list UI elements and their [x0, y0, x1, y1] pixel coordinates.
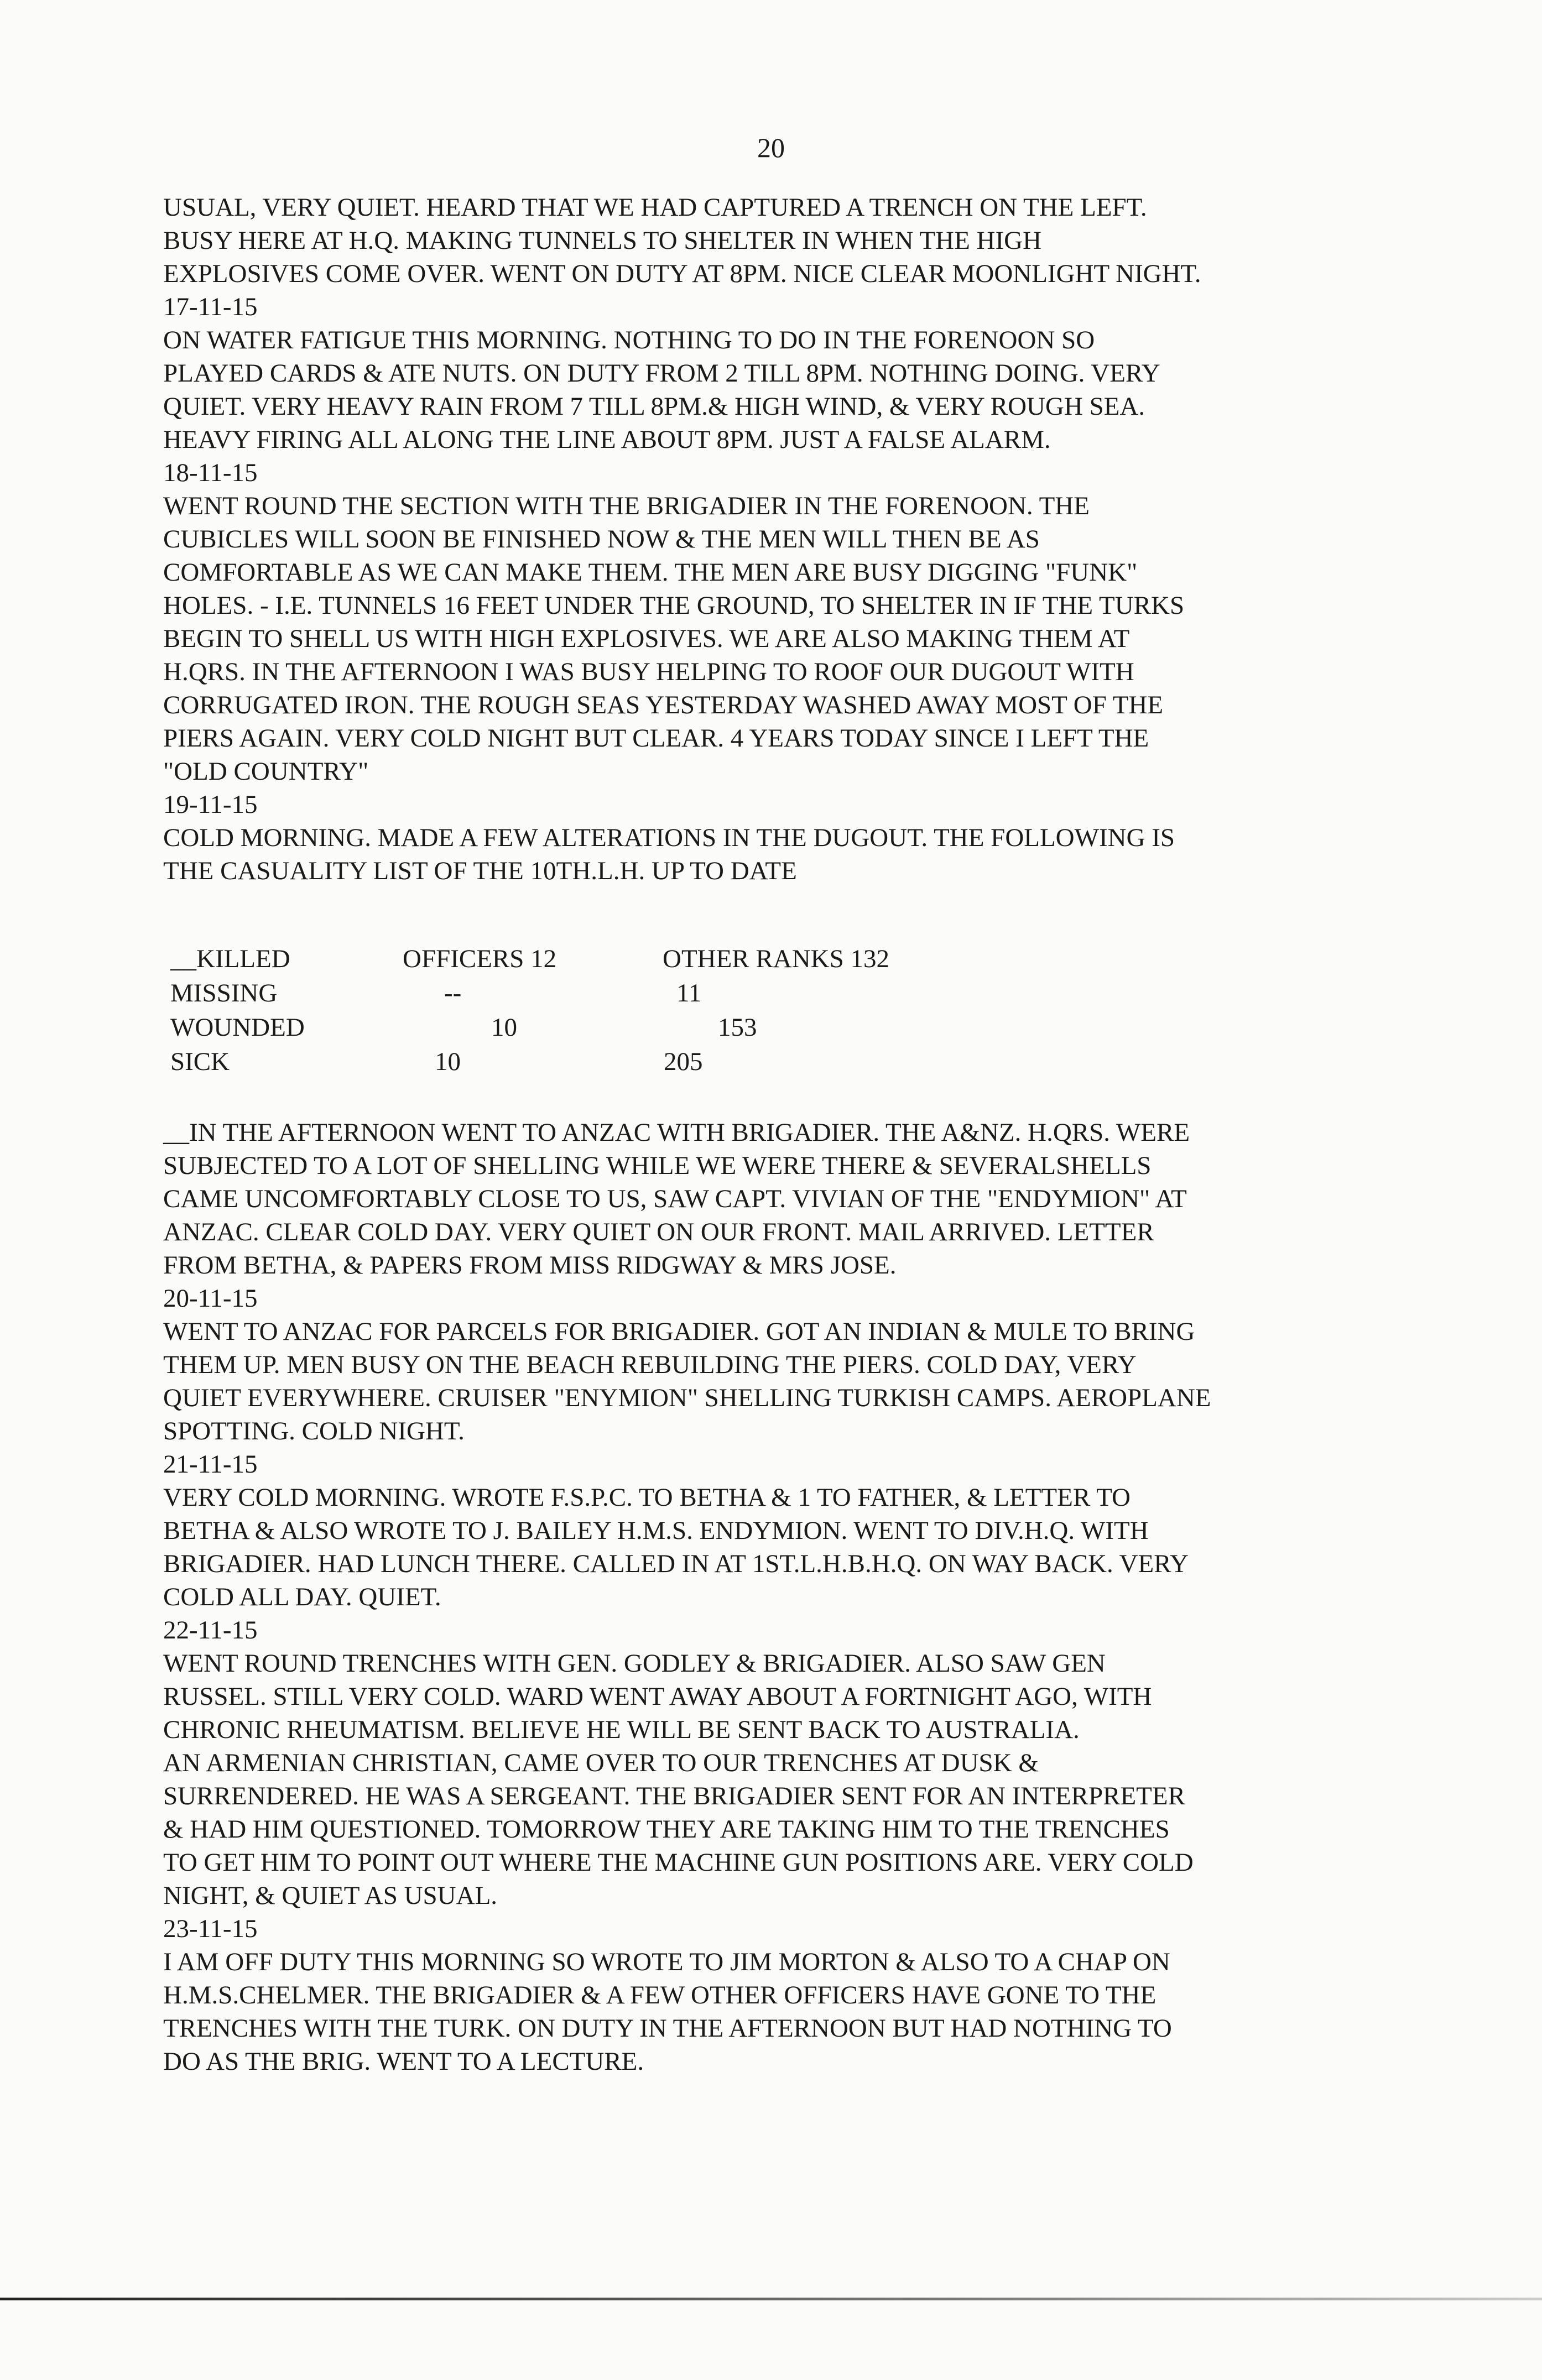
other-ranks-value: 153	[718, 1013, 757, 1042]
date-heading: 19-11-15	[163, 790, 258, 819]
text-line: PLAYED CARDS & ATE NUTS. ON DUTY FROM 2 TILL 8PM. NOTHING DOING. VERY	[163, 359, 1160, 388]
text-line: H.QRS. IN THE AFTERNOON I WAS BUSY HELPING TO ROOF OUR DUGOUT WITH	[163, 657, 1134, 686]
text-line: THEM UP. MEN BUSY ON THE BEACH REBUILDING THE PIERS. COLD DAY, VERY	[163, 1350, 1137, 1379]
text-line: VERY COLD MORNING. WROTE F.S.P.C. TO BETHA & 1 TO FATHER, & LETTER TO	[163, 1483, 1131, 1512]
diary-text-part-1	[163, 191, 1341, 888]
text-line: DO AS THE BRIG. WENT TO A LECTURE.	[163, 2047, 644, 2076]
date-heading: 22-11-15	[163, 1616, 258, 1645]
text-line: I AM OFF DUTY THIS MORNING SO WROTE TO JIM MORTON & ALSO TO A CHAP ON	[163, 1948, 1170, 1976]
text-line: RUSSEL. STILL VERY COLD. WARD WENT AWAY ABOUT A FORTNIGHT AGO, WITH	[163, 1682, 1152, 1711]
table-row	[170, 977, 945, 1011]
text-line: "OLD COUNTRY"	[163, 757, 369, 786]
row-label: MISSING	[170, 979, 278, 1008]
text-line: CAME UNCOMFORTABLY CLOSE TO US, SAW CAPT. VIVIAN OF THE "ENDYMION" AT	[163, 1184, 1187, 1213]
table-row	[170, 1011, 945, 1045]
text-line: FROM BETHA, & PAPERS FROM MISS RIDGWAY & MRS JOSE.	[163, 1251, 897, 1280]
text-line: SPOTTING. COLD NIGHT.	[163, 1417, 465, 1445]
text-line: COLD MORNING. MADE A FEW ALTERATIONS IN THE DUGOUT. THE FOLLOWING IS	[163, 823, 1175, 852]
text-line: NIGHT, & QUIET AS USUAL.	[163, 1881, 498, 1910]
text-line: QUIET. VERY HEAVY RAIN FROM 7 TILL 8PM.& HIGH WIND, & VERY ROUGH SEA.	[163, 392, 1145, 421]
bottom-scan-edge	[0, 2298, 1542, 2300]
text-line: BRIGADIER. HAD LUNCH THERE. CALLED IN AT 1ST.L.H.B.H.Q. ON WAY BACK. VERY	[163, 1549, 1189, 1578]
text-line: TO GET HIM TO POINT OUT WHERE THE MACHINE GUN POSITIONS ARE. VERY COLD	[163, 1848, 1194, 1877]
text-line: USUAL, VERY QUIET. HEARD THAT WE HAD CAPTURED A TRENCH ON THE LEFT.	[163, 193, 1147, 222]
text-line: ANZAC. CLEAR COLD DAY. VERY QUIET ON OUR FRONT. MAIL ARRIVED. LETTER	[163, 1218, 1154, 1246]
date-heading: 20-11-15	[163, 1284, 258, 1313]
text-line: BETHA & ALSO WROTE TO J. BAILEY H.M.S. ENDYMION. WENT TO DIV.H.Q. WITH	[163, 1516, 1149, 1545]
date-heading: 23-11-15	[163, 1914, 258, 1943]
officers-value: 10	[491, 1013, 517, 1042]
text-line: COLD ALL DAY. QUIET.	[163, 1583, 441, 1611]
text-line: HOLES. - I.E. TUNNELS 16 FEET UNDER THE GROUND, TO SHELTER IN IF THE TURKS	[163, 591, 1185, 620]
text-line: WENT TO ANZAC FOR PARCELS FOR BRIGADIER. GOT AN INDIAN & MULE TO BRING	[163, 1317, 1195, 1346]
text-line: SUBJECTED TO A LOT OF SHELLING WHILE WE WERE THERE & SEVERALSHELLS	[163, 1151, 1152, 1180]
text-line: THE CASUALITY LIST OF THE 10TH.L.H. UP TO DATE	[163, 857, 797, 885]
diary-text-part-2	[163, 1116, 1341, 2078]
date-heading: 17-11-15	[163, 293, 258, 321]
text-line: HEAVY FIRING ALL ALONG THE LINE ABOUT 8PM. JUST A FALSE ALARM.	[163, 425, 1051, 454]
text-line: EXPLOSIVES COME OVER. WENT ON DUTY AT 8PM. NICE CLEAR MOONLIGHT NIGHT.	[163, 259, 1201, 288]
table-row	[170, 1045, 945, 1079]
text-line: CUBICLES WILL SOON BE FINISHED NOW & THE MEN WILL THEN BE AS	[163, 525, 1040, 554]
text-line: PIERS AGAIN. VERY COLD NIGHT BUT CLEAR. 4 YEARS TODAY SINCE I LEFT THE	[163, 724, 1149, 753]
text-line: __IN THE AFTERNOON WENT TO ANZAC WITH BRIGADIER. THE A&NZ. H.QRS. WERE	[163, 1118, 1190, 1147]
casualty-table	[170, 942, 945, 1079]
row-label: __KILLED	[170, 944, 290, 973]
date-heading: 18-11-15	[163, 458, 258, 487]
text-line: WENT ROUND TRENCHES WITH GEN. GODLEY & BRIGADIER. ALSO SAW GEN	[163, 1649, 1106, 1678]
other-ranks-value: OTHER RANKS 132	[663, 944, 889, 973]
page-number: 20	[757, 132, 785, 163]
text-line: ON WATER FATIGUE THIS MORNING. NOTHING TO DO IN THE FORENOON SO	[163, 326, 1095, 354]
text-line: SURRENDERED. HE WAS A SERGEANT. THE BRIGADIER SENT FOR AN INTERPRETER	[163, 1782, 1185, 1810]
row-label: SICK	[170, 1047, 230, 1076]
officers-value: 10	[435, 1047, 461, 1076]
text-line: QUIET EVERYWHERE. CRUISER "ENYMION" SHELLING TURKISH CAMPS. AEROPLANE	[163, 1384, 1211, 1412]
text-line: WENT ROUND THE SECTION WITH THE BRIGADIER IN THE FORENOON. THE	[163, 492, 1090, 520]
text-line: H.M.S.CHELMER. THE BRIGADIER & A FEW OTHER OFFICERS HAVE GONE TO THE	[163, 1981, 1156, 2010]
text-line: & HAD HIM QUESTIONED. TOMORROW THEY ARE TAKING HIM TO THE TRENCHES	[163, 1815, 1170, 1844]
text-line: CHRONIC RHEUMATISM. BELIEVE HE WILL BE SENT BACK TO AUSTRALIA.	[163, 1715, 1080, 1744]
row-label: WOUNDED	[170, 1013, 305, 1042]
text-line: BEGIN TO SHELL US WITH HIGH EXPLOSIVES. WE ARE ALSO MAKING THEM AT	[163, 624, 1130, 653]
text-line: TRENCHES WITH THE TURK. ON DUTY IN THE AFTERNOON BUT HAD NOTHING TO	[163, 2014, 1172, 2043]
text-line: COMFORTABLE AS WE CAN MAKE THEM. THE MEN ARE BUSY DIGGING "FUNK"	[163, 558, 1138, 587]
other-ranks-value: 11	[676, 979, 702, 1008]
officers-value: --	[444, 979, 462, 1008]
text-line: AN ARMENIAN CHRISTIAN, CAME OVER TO OUR TRENCHES AT DUSK &	[163, 1749, 1039, 1777]
table-row	[170, 942, 945, 977]
other-ranks-value: 205	[664, 1047, 703, 1076]
text-line: BUSY HERE AT H.Q. MAKING TUNNELS TO SHELTER IN WHEN THE HIGH	[163, 226, 1042, 255]
date-heading: 21-11-15	[163, 1450, 258, 1479]
text-line: CORRUGATED IRON. THE ROUGH SEAS YESTERDAY WASHED AWAY MOST OF THE	[163, 691, 1164, 719]
officers-value: OFFICERS 12	[403, 944, 557, 973]
